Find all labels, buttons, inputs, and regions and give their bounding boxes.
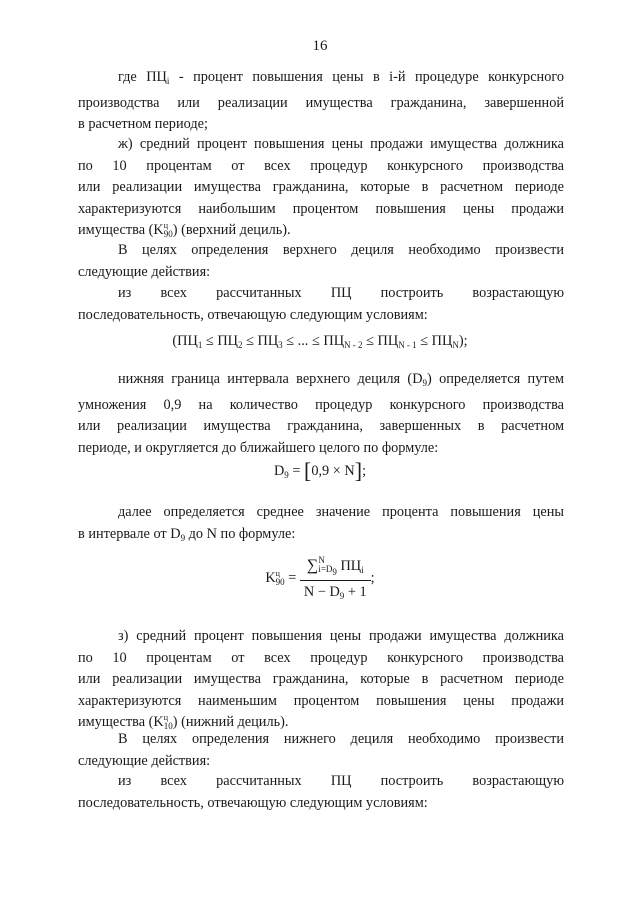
text-line: или реализации имущества гражданина, которые в расчетном периоде <box>78 179 564 195</box>
text-line: или реализации имущества гражданина, которые в расчетном периоде <box>78 671 564 687</box>
text-line: периоде, и округляется до ближайшего целого по формуле: <box>78 439 439 456</box>
text-line: в интервале от $D_9$ до N по формуле: <box>78 525 296 543</box>
text-line: ж) средний процент повышения цены продажи имущества должника <box>118 136 564 152</box>
paragraph-sequence-2 <box>78 771 564 814</box>
paragraph-mean-upper <box>78 502 564 549</box>
text-line: где $ПЦ_i$ - процент повышения цены в i-й процедуре конкурсного <box>118 69 564 86</box>
text-line: по 10 процентам от всех процедур конкурсного производства <box>78 157 564 174</box>
text-line: производства или реализации имущества гражданина, завершенной <box>78 94 564 111</box>
text-line: следующие действия: <box>78 752 211 769</box>
formula-d9: $D_9 = [0,9 \times N]$; <box>273 458 367 483</box>
text-line: характеризуются наибольшим процентом повышения цены продажи <box>78 200 564 217</box>
formula-k90: K ц 90 = ∑ N $i=D_9$ $ПЦ_i$ $N - D_9 + 1$ ; <box>265 555 375 601</box>
paragraph-sequence-1 <box>78 283 564 326</box>
text-line: или реализации имущества гражданина, завершенных в расчетном <box>78 418 564 434</box>
text-line: В целях определения верхнего дециля необходимо произвести <box>118 242 564 258</box>
text-line: характеризуются наименьшим процентом повышения цены продажи <box>78 692 564 709</box>
text-line: нижняя граница интервала верхнего дециля $(D_9)$ определяется путем <box>118 371 564 388</box>
formula-sequence-upper: ($ПЦ_1 \le ПЦ_2 \le ПЦ_3$ ≤ ... ≤ $ПЦ_{N - 2} \le ПЦ_{N - 1} \le ПЦ_N$); <box>172 333 468 350</box>
text-line: з) средний процент повышения цены продажи имущества должника <box>118 628 564 644</box>
paragraph-lower-bound <box>78 369 564 459</box>
paragraph-lower-decile <box>78 626 564 734</box>
text-line: далее определяется среднее значение процента повышения цены <box>118 504 564 520</box>
paragraph-pc-definition <box>78 67 564 136</box>
page-number: 16 <box>312 38 328 54</box>
text-line: имущества (K ц 90 ) (верхний дециль). <box>78 221 291 240</box>
text-line: умножения 0,9 на количество процедур конкурсного производства <box>78 396 564 413</box>
paragraph-upper-decile <box>78 134 564 242</box>
text-line: последовательность, отвечающую следующим условиям: <box>78 794 428 811</box>
text-line: В целях определения нижнего дециля необходимо произвести <box>118 731 564 747</box>
paragraph-lower-decile-steps <box>78 729 564 772</box>
text-line: следующие действия: <box>78 263 211 280</box>
text-line: в расчетном периоде; <box>78 116 208 132</box>
text-line: по 10 процентам от всех процедур конкурсного производства <box>78 649 564 666</box>
text-line: из всех рассчитанных ПЦ построить возрастающую <box>118 285 564 301</box>
text-line: из всех рассчитанных ПЦ построить возрастающую <box>118 773 564 789</box>
paragraph-upper-decile-steps <box>78 240 564 283</box>
text-line: имущества (K ц 10 ) (нижний дециль). <box>78 713 289 732</box>
text-line: последовательность, отвечающую следующим условиям: <box>78 306 428 323</box>
